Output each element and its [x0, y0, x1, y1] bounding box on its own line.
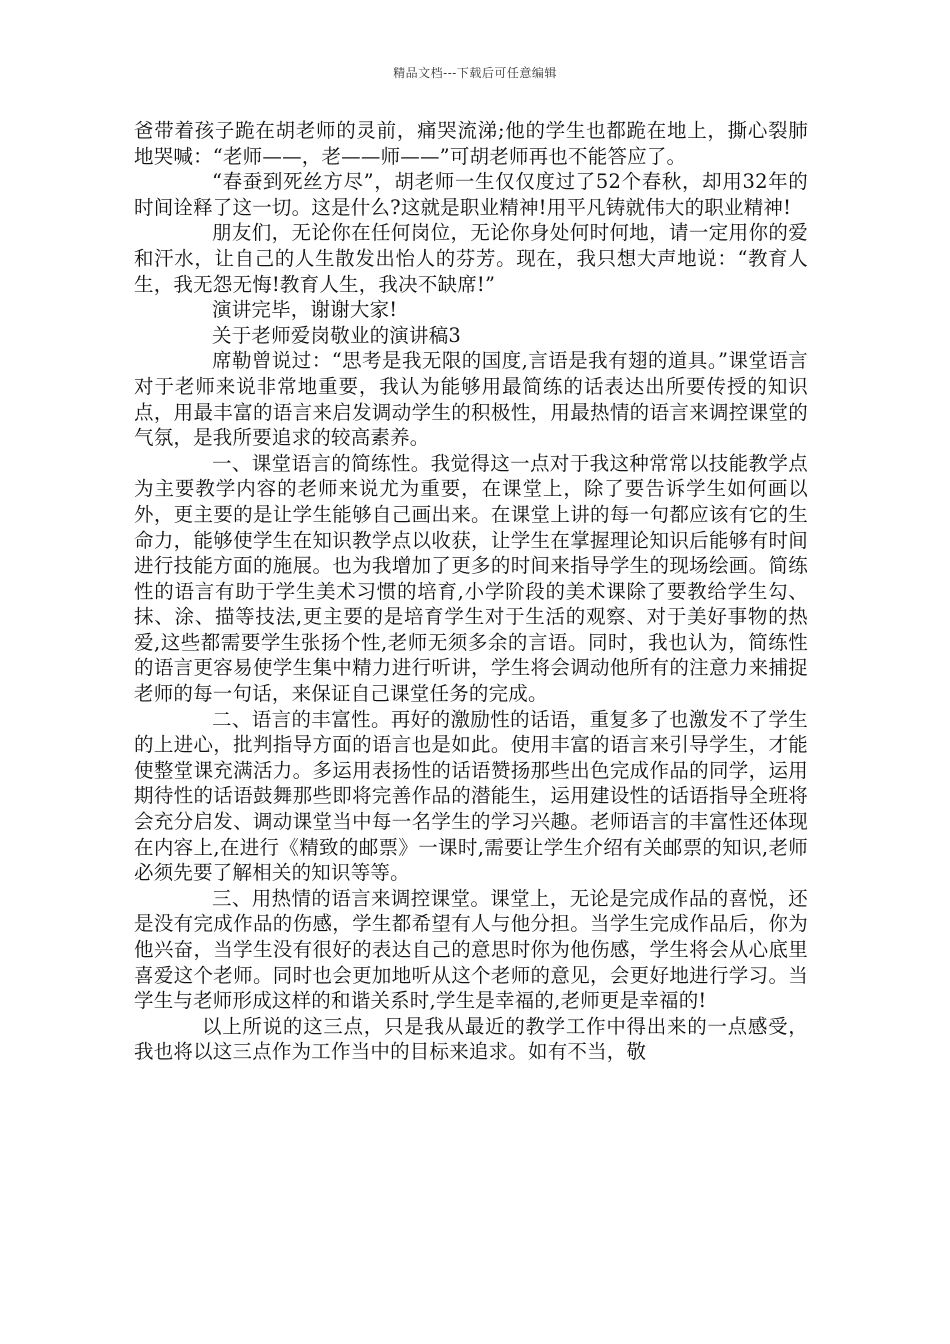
paragraph-3: 朋友们，无论你在任何岗位，无论你身处何时何地，请一定用你的爱和汗水，让自己的人生散发出怡人的芬芳。现在，我只想大声地说：“教育人生，我无怨无悔!教育人生，我决不缺席!” — [134, 221, 808, 296]
paragraph-point-2: 二、语言的丰富性。再好的激励性的话语，重复多了也激发不了学生的上进心，批判指导方面的语言也是如此。使用丰富的语言来引导学生，才能使整堂课充满活力。多运用表扬性的话语赞扬那些出色完成作品的同学，运用期待性的话语鼓舞那些即将完善作品的潜能生，运用建设性的话语指导全班将会充分启发、调动课堂当中每一名学生的学习兴趣。老师语言的丰富性还体现在内容上,在进行《精致的邮票》一课时,需要让学生介绍有关邮票的知识,老师必须先要了解相关的知识等等。 — [134, 707, 808, 885]
paragraph-intro: 席勒曾说过：“思考是我无限的国度,言语是我有翅的道具。”课堂语言对于老师来说非常地重要，我认为能够用最简练的话表达出所要传授的知识点，用最丰富的语言来启发调动学生的积极性，用最热情的语言来调控课堂的气氛，是我所要追求的较高素养。 — [134, 349, 808, 450]
document-body — [134, 118, 808, 1065]
section-title: 关于老师爱岗敬业的演讲稿3 — [212, 323, 462, 347]
paragraph-1: 爸带着孩子跪在胡老师的灵前，痛哭流涕;他的学生也都跪在地上，撕心裂肺地哭喊：“老师——，老——师——”可胡老师再也不能答应了。 — [134, 119, 808, 168]
paragraph-point-3: 三、用热情的语言来调控课堂。课堂上，无论是完成作品的喜悦，还是没有完成作品的伤感，学生都希望有人与他分担。当学生完成作品后，你为他兴奋，当学生没有很好的表达自己的意思时你为他伤感，学生将会从心底里喜爱这个老师。同时也会更加地听从这个老师的意见，会更好地进行学习。当学生与老师形成这样的和谐关系时,学生是幸福的,老师更是幸福的! — [134, 886, 808, 1013]
paragraph-2: “春蚕到死丝方尽”，胡老师一生仅仅度过了52个春秋，却用32年的时间诠释了这一切。这是什么?这就是职业精神!用平凡铸就伟大的职业精神! — [134, 170, 808, 219]
paragraph-conclusion: 以上所说的这三点，只是我从最近的教学工作中得出来的一点感受，我也将以这三点作为工作当中的目标来追求。如有不当，敬 — [134, 1014, 808, 1064]
paragraph-closing: 演讲完毕，谢谢大家! — [212, 298, 398, 322]
page-header: 精品文档---下载后可任意编辑 — [393, 66, 557, 80]
paragraph-point-1: 一、课堂语言的简练性。我觉得这一点对于我这种常常以技能教学点为主要教学内容的老师来说尤为重要，在课堂上，除了要告诉学生如何画以外，更主要的是让学生能够自己画出来。在课堂上讲的每一句都应该有它的生命力，能够使学生在知识教学点以收获，让学生在掌握理论知识后能够有时间进行技能方面的施展。也为我增加了更多的时间来指导学生的现场绘画。简练性的语言有助于学生美术习惯的培育,小学阶段的美术课除了要教给学生勾、抹、涂、描等技法,更主要的是培育学生对于生活的观察、对于美好事物的热爱,这些都需要学生张扬个性,老师无须多余的言语。同时，我也认为，简练性的语言更容易使学生集中精力进行听讲，学生将会调动他所有的注意力来捕捉老师的每一句话，来保证自己课堂任务的完成。 — [134, 451, 808, 706]
